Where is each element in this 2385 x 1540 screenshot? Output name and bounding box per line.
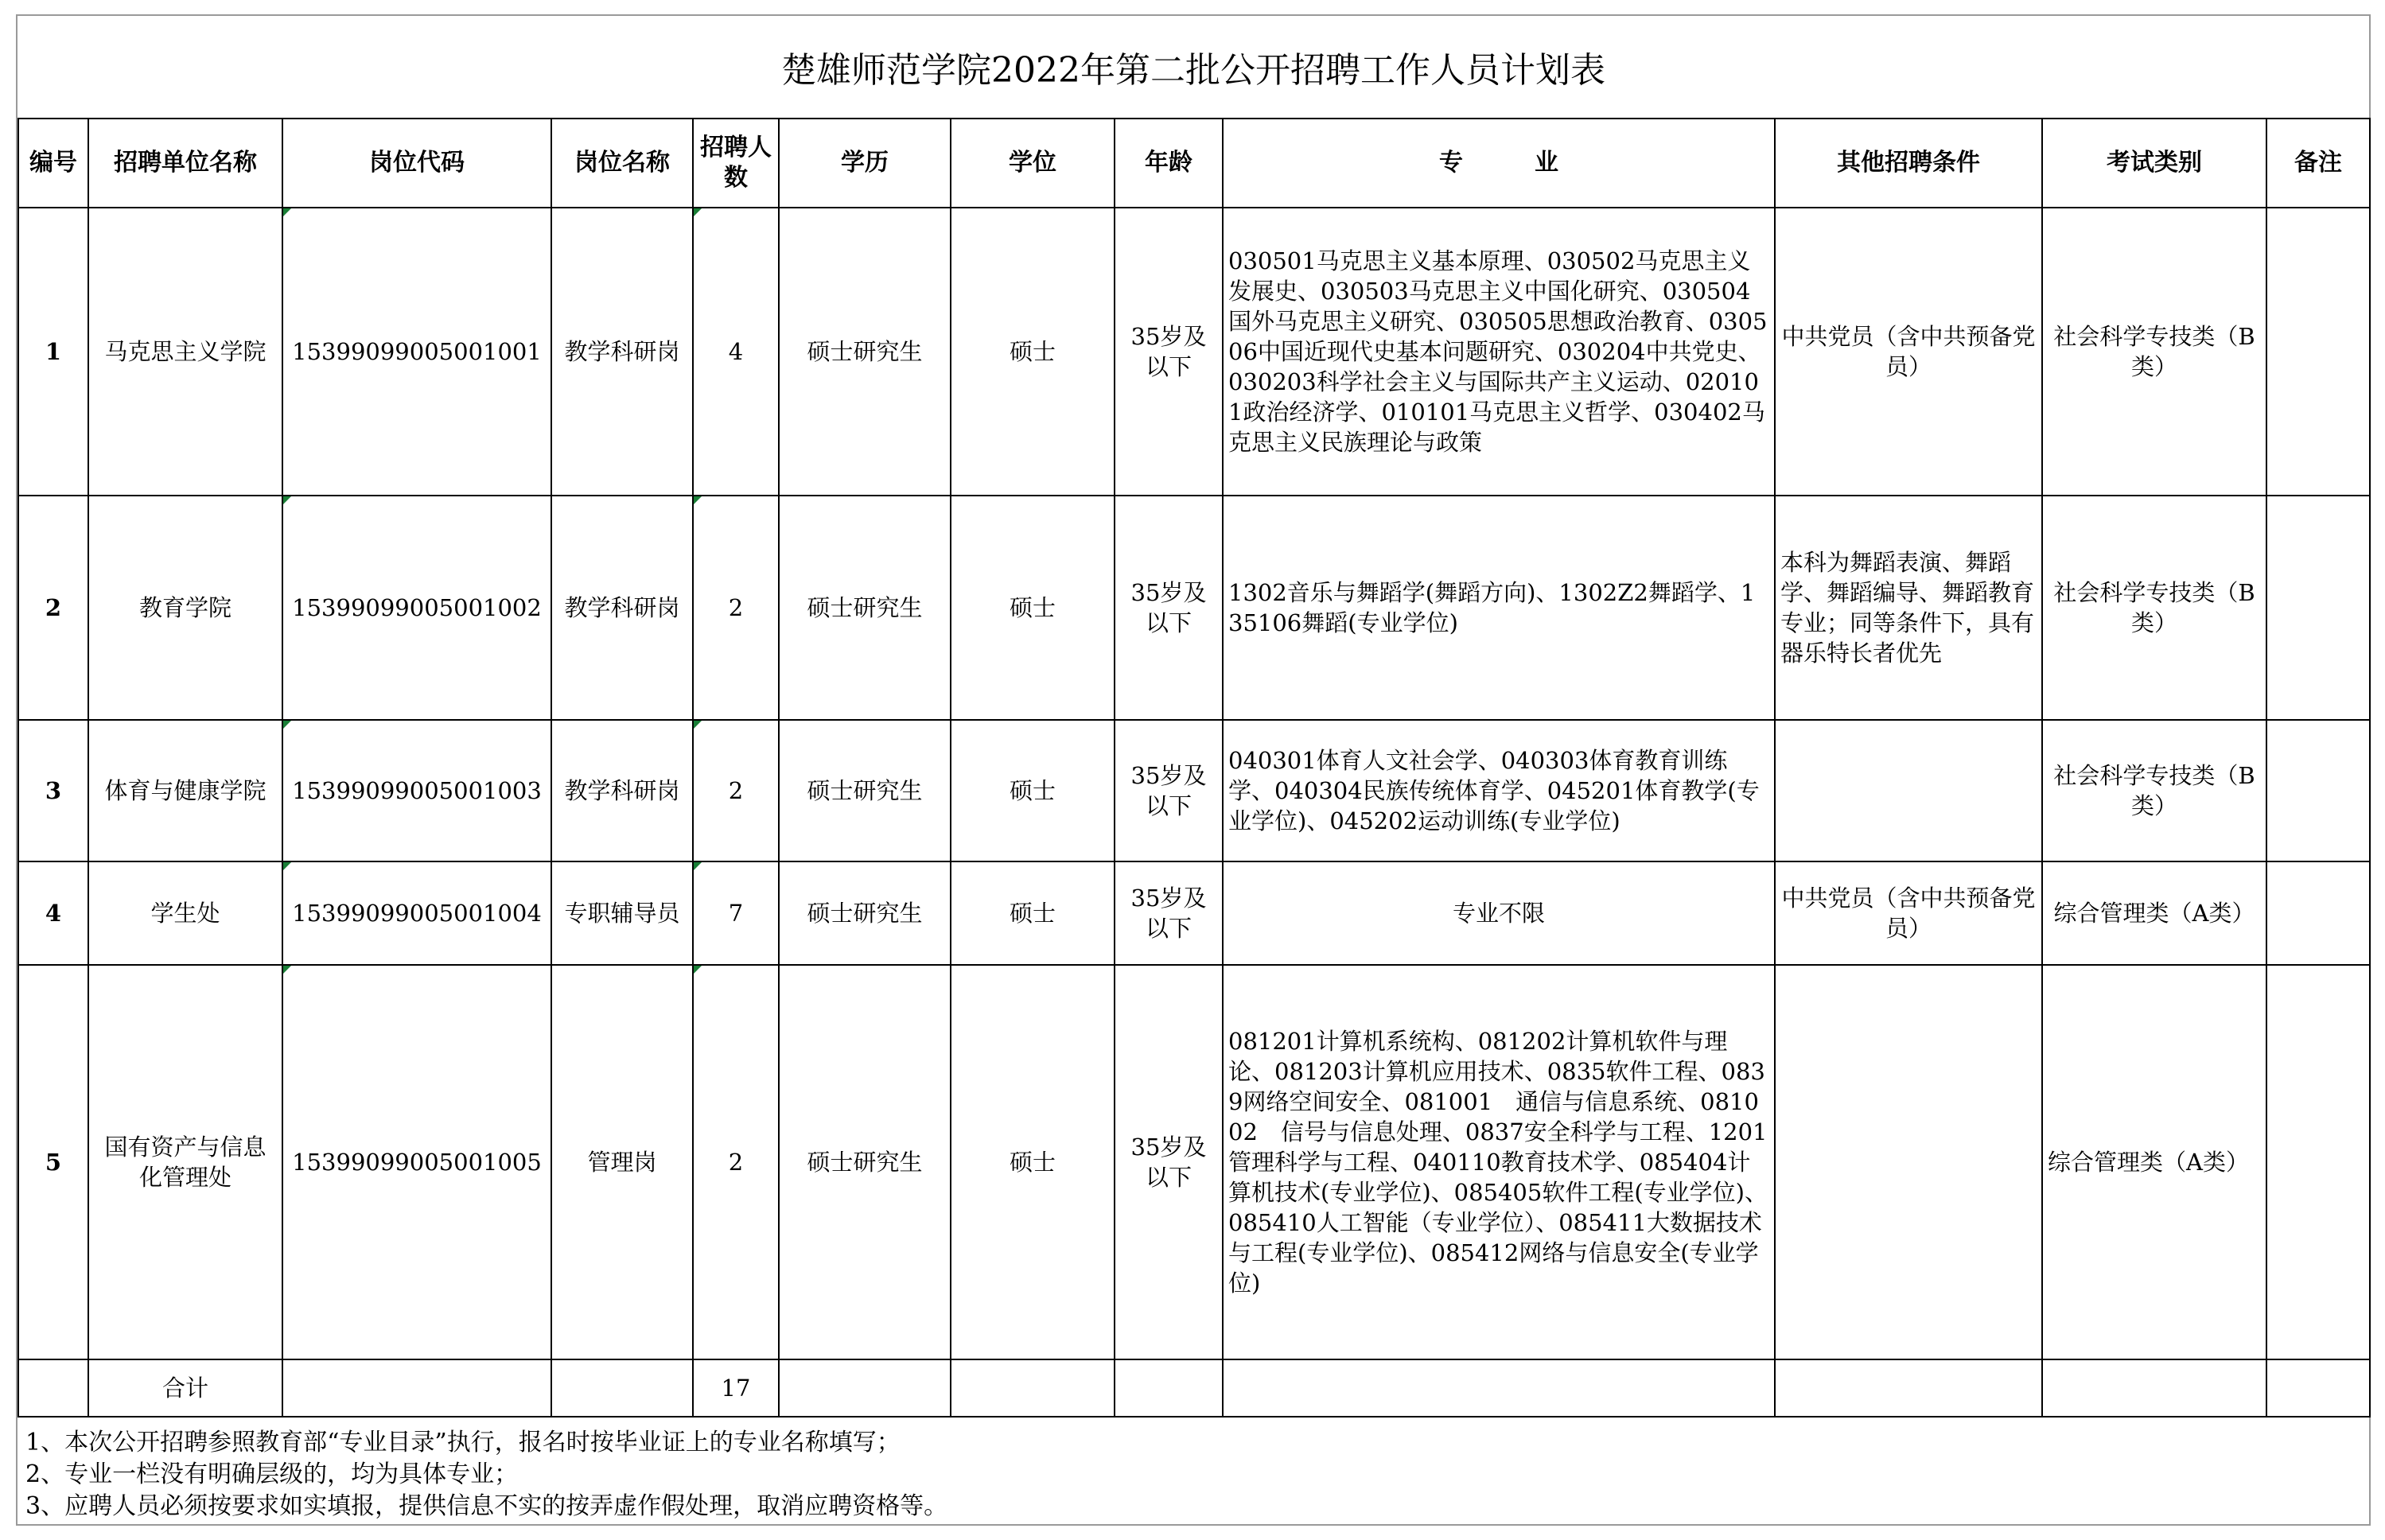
cell-count: 2 <box>693 496 779 720</box>
total-cell-degree <box>951 1359 1115 1417</box>
cell-remark <box>2266 861 2370 965</box>
cell-unit: 教育学院 <box>88 496 282 720</box>
cell-age: 35岁及以下 <box>1115 720 1223 861</box>
total-cell-age <box>1115 1359 1223 1417</box>
note-line: 2、专业一栏没有明确层级的，均为具体专业； <box>25 1460 519 1488</box>
total-cell-major <box>1223 1359 1775 1417</box>
cell-count: 4 <box>693 208 779 496</box>
cell-degree: 硕士 <box>951 861 1115 965</box>
header-no: 编号 <box>18 119 88 208</box>
cell-exam: 综合管理类（A类） <box>2042 861 2266 965</box>
header-age: 年龄 <box>1115 119 1223 208</box>
total-cell-post <box>551 1359 693 1417</box>
total-cell-exam <box>2042 1359 2266 1417</box>
total-row <box>18 1359 2370 1417</box>
cell-remark <box>2266 208 2370 496</box>
cell-degree: 硕士 <box>951 496 1115 720</box>
cell-unit: 马克思主义学院 <box>88 208 282 496</box>
cell-code: 15399099005001001 <box>282 208 551 496</box>
cell-post: 专职辅导员 <box>551 861 693 965</box>
cell-no: 2 <box>18 496 88 720</box>
header-post: 岗位名称 <box>551 119 693 208</box>
cell-exam: 社会科学专技类（B类） <box>2042 208 2266 496</box>
cell-major: 030501马克思主义基本原理、030502马克思主义发展史、030503马克思主义中国化研究、030504国外马克思主义研究、030505思想政治教育、030506中国近现代史基本问题研究、030204中共党史、030203科学社会主义与国际共产主义运动、020101政治经济学、010101马克思主义哲学、030402马克思主义民族理论与政策 <box>1223 208 1775 496</box>
cell-unit: 学生处 <box>88 861 282 965</box>
recruitment-plan-sheet <box>16 14 2371 1526</box>
cell-code: 15399099005001002 <box>282 496 551 720</box>
table-row <box>18 496 2370 720</box>
cell-code: 15399099005001004 <box>282 861 551 965</box>
cell-unit: 国有资产与信息化管理处 <box>88 965 282 1359</box>
header-unit: 招聘单位名称 <box>88 119 282 208</box>
total-cell-no <box>18 1359 88 1417</box>
header-degree: 学位 <box>951 119 1115 208</box>
cell-post: 管理岗 <box>551 965 693 1359</box>
cell-edu: 硕士研究生 <box>779 861 951 965</box>
header-edu: 学历 <box>779 119 951 208</box>
cell-age: 35岁及以下 <box>1115 965 1223 1359</box>
cell-code: 15399099005001003 <box>282 720 551 861</box>
cell-degree: 硕士 <box>951 208 1115 496</box>
cell-post: 教学科研岗 <box>551 496 693 720</box>
table-row <box>18 965 2370 1359</box>
cell-code: 15399099005001005 <box>282 965 551 1359</box>
total-label: 合计 <box>88 1359 282 1417</box>
note-line: 1、本次公开招聘参照教育部“专业目录”执行，报名时按毕业证上的专业名称填写； <box>25 1429 901 1456</box>
cell-edu: 硕士研究生 <box>779 496 951 720</box>
note-line: 3、应聘人员必须按要求如实填报，提供信息不实的按弄虚作假处理，取消应聘资格等。 <box>25 1492 948 1520</box>
cell-other <box>1775 965 2042 1359</box>
notes-section <box>18 1421 2369 1529</box>
header-major: 专 业 <box>1223 119 1775 208</box>
cell-unit: 体育与健康学院 <box>88 720 282 861</box>
header-exam: 考试类别 <box>2042 119 2266 208</box>
cell-edu: 硕士研究生 <box>779 965 951 1359</box>
recruitment-table <box>18 118 2371 1418</box>
cell-exam: 社会科学专技类（B类） <box>2042 496 2266 720</box>
cell-count: 7 <box>693 861 779 965</box>
total-cell-code <box>282 1359 551 1417</box>
table-row <box>18 861 2370 965</box>
cell-no: 4 <box>18 861 88 965</box>
total-count: 17 <box>693 1359 779 1417</box>
cell-no: 3 <box>18 720 88 861</box>
total-cell-edu <box>779 1359 951 1417</box>
cell-no: 1 <box>18 208 88 496</box>
cell-age: 35岁及以下 <box>1115 861 1223 965</box>
header-remark: 备注 <box>2266 119 2370 208</box>
total-cell-remark <box>2266 1359 2370 1417</box>
table-row <box>18 208 2370 496</box>
cell-age: 35岁及以下 <box>1115 496 1223 720</box>
header-code: 岗位代码 <box>282 119 551 208</box>
header-other: 其他招聘条件 <box>1775 119 2042 208</box>
cell-major: 040301体育人文社会学、040303体育教育训练学、040304民族传统体育学、045201体育教学(专业学位)、045202运动训练(专业学位) <box>1223 720 1775 861</box>
cell-post: 教学科研岗 <box>551 208 693 496</box>
page-title: 楚雄师范学院2022年第二批公开招聘工作人员计划表 <box>18 16 2369 119</box>
cell-exam: 综合管理类（A类） <box>2042 965 2266 1359</box>
cell-age: 35岁及以下 <box>1115 208 1223 496</box>
table-row <box>18 720 2370 861</box>
cell-edu: 硕士研究生 <box>779 208 951 496</box>
cell-other: 中共党员（含中共预备党员） <box>1775 861 2042 965</box>
cell-degree: 硕士 <box>951 965 1115 1359</box>
cell-post: 教学科研岗 <box>551 720 693 861</box>
cell-edu: 硕士研究生 <box>779 720 951 861</box>
cell-no: 5 <box>18 965 88 1359</box>
cell-degree: 硕士 <box>951 720 1115 861</box>
cell-remark <box>2266 496 2370 720</box>
cell-other: 本科为舞蹈表演、舞蹈学、舞蹈编导、舞蹈教育专业；同等条件下，具有器乐特长者优先 <box>1775 496 2042 720</box>
cell-exam: 社会科学专技类（B类） <box>2042 720 2266 861</box>
cell-major: 081201计算机系统构、081202计算机软件与理论、081203计算机应用技术、0835软件工程、0839网络空间安全、081001 通信与信息系统、081002 信号与信息处理、0837安全科学与工程、1201管理科学与工程、040110教育技术学、085404计算机技术(专业学位)、085405软件工程(专业学位)、085410人工智能（专业学位）、085411大数据技术与工程(专业学位)、085412网络与信息安全(专业学位) <box>1223 965 1775 1359</box>
header-count: 招聘人数 <box>693 119 779 208</box>
cell-major: 专业不限 <box>1223 861 1775 965</box>
cell-count: 2 <box>693 720 779 861</box>
header-row <box>18 119 2370 208</box>
cell-other: 中共党员（含中共预备党员） <box>1775 208 2042 496</box>
cell-remark <box>2266 720 2370 861</box>
cell-other <box>1775 720 2042 861</box>
cell-major: 1302音乐与舞蹈学(舞蹈方向)、1302Z2舞蹈学、135106舞蹈(专业学位) <box>1223 496 1775 720</box>
cell-count: 2 <box>693 965 779 1359</box>
cell-remark <box>2266 965 2370 1359</box>
total-cell-other <box>1775 1359 2042 1417</box>
